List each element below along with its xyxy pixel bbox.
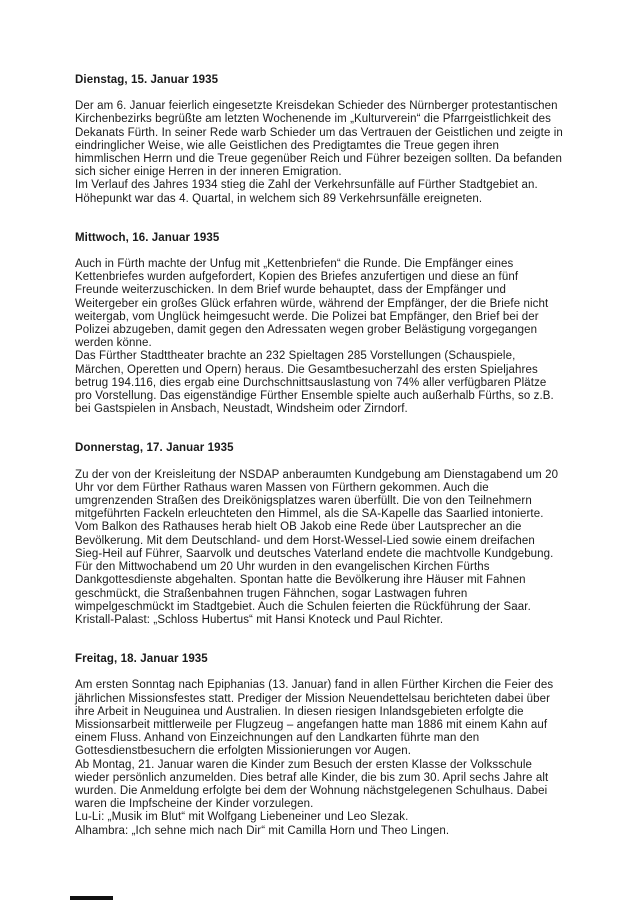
entry-paragraph: Das Fürther Stadttheater brachte an 232 Spieltagen 285 Vorstellungen (Schauspiele, Märchen, Operetten und Opern) heraus. Die Gesamtbesucherzahl des ersten Spieljahres betrug 194.116, dies ergab eine Durchschnittsauslastung von 74% aller verfügbaren Plätze pro Vorstellung. Das eigenständige Fürther Ensemble spielte auch außerhalb Fürths, so z.B. bei Gastspielen in Ansbach, Neustadt, Windsheim oder Zirndorf. [75, 350, 554, 416]
entry-heading: Freitag, 18. Januar 1935 [75, 653, 208, 666]
entry-paragraph: Lu-Li: „Musik im Blut“ mit Wolfgang Liebeneiner und Leo Slezak. [75, 811, 409, 824]
entry-heading: Dienstag, 15. Januar 1935 [75, 74, 219, 86]
entry-heading: Mittwoch, 16. Januar 1935 [75, 231, 220, 244]
entry-section-friday [75, 653, 563, 838]
page-bottom-artifact [70, 896, 113, 900]
entry-section-wednesday [75, 232, 563, 417]
entry-heading: Donnerstag, 17. Januar 1935 [75, 442, 234, 455]
entry-paragraph: Der am 6. Januar feierlich eingesetzte Kreisdekan Schieder des Nürnberger protestantischen Kirchenbezirks begrüßte am letzten Wochenende im „Kulturverein“ die Pfarrgeistlichkeit des Dekanats Fürth. In seiner Rede warb Schieder um das Vertrauen der Geistlichen und zeigte in eindringlicher Weise, wie alle Geistlichen des Predigtamtes die Treue gegen ihren himmlischen Herrn und die Treue gegenüber Reich und Führer bezeigen sollten. Da befanden sich sicher einige Herren in der inneren Emigration. [75, 100, 563, 179]
entry-paragraph: Ab Montag, 21. Januar waren die Kinder zum Besuch der ersten Klasse der Volksschule wieder persönlich anzumelden. Dies betraf alle Kinder, die bis zum 30. April sechs Jahre alt wurden. Die Anmeldung erfolgte bei dem der Wohnung nächstgelegenen Schulhaus. Dabei waren die Impfscheine der Kinder vorzulegen. [75, 758, 549, 811]
entry-paragraph: Alhambra: „Ich sehne mich nach Dir“ mit Camilla Horn und Theo Lingen. [75, 824, 450, 837]
entry-paragraph: Im Verlauf des Jahres 1934 stieg die Zahl der Verkehrsunfälle auf Fürther Stadtgebiet an. Höhepunkt war das 4. Quartal, in welchem sich 89 Verkehrsunfälle ereigneten. [75, 179, 538, 205]
document-content [75, 74, 563, 864]
entry-paragraph: Kristall-Palast: „Schloss Hubertus“ mit Hansi Knoteck und Paul Richter. [75, 613, 444, 626]
entry-paragraph: Zu der von der Kreisleitung der NSDAP anberaumten Kundgebung am Dienstagabend um 20 Uhr vor dem Fürther Rathaus waren Massen von Fürthern gekommen. Auch die umgrenzenden Straßen des Dreikönigsplatzes waren überfüllt. Die von den Teilnehmern mitgeführten Fackeln erleuchteten den Himmel, als die SA-Kapelle das Saarlied intonierte. Vom Balkon des Rathauses herab hielt OB Jakob eine Rede über Lautsprecher an die Bevölkerung. Mit dem Deutschland- und dem Horst-Wessel-Lied sowie einem dreifachen Sieg-Heil auf Führer, Saarvolk und deutsches Vaterland endete die machtvolle Kundgebung. Für den Mittwochabend um 20 Uhr wurden in den evangelischen Kirchen Fürths Dankgottesdienste abgehalten. Spontan hatte die Bevölkerung ihre Häuser mit Fahnen geschmückt, die Straßenbahnen trugen Fähnchen, sogar Lastwagen fuhren wimpelgeschmückt im Stadtgebiet. Auch die Schulen feierten die Rückführung der Saar. [75, 468, 559, 613]
entry-paragraph: Auch in Fürth machte der Unfug mit „Kettenbriefen“ die Runde. Die Empfänger eines Kettenbriefes wurden aufgefordert, Kopien des Briefes anzufertigen und diese an fünf Freunde weiterzuschicken. In dem Brief wurde behauptet, dass der Empfänger und Weitergeber ein großes Glück erfahren würde, während der Empfänger, der die Briefe nicht weitergab, vom Unglück heimgesucht werde. Die Polizei bat Empfänger, den Brief bei der Polizei abzugeben, damit gegen den Adressaten wegen grober Belästigung vorgegangen werden könne. [75, 258, 549, 350]
entry-section-tuesday [75, 74, 563, 206]
entry-paragraph: Am ersten Sonntag nach Epiphanias (13. Januar) fand in allen Fürther Kirchen die Feier des jährlichen Missionsfestes statt. Prediger der Mission Neuendettelsau berichteten dabei über ihre Arbeit in Neuguinea und Australien. In diesen riesigen Inlandsgebieten erfolgte die Missionsarbeit mittlerweile per Flugzeug – angefangen hatte man 1886 mit einem Kahn auf einem Fluss. Anhand von Einzeichnungen auf den Landkarten führte man den Gottesdienstbesuchern die erfolgten Missionierungen vor Augen. [75, 679, 554, 758]
entry-section-thursday [75, 442, 563, 627]
